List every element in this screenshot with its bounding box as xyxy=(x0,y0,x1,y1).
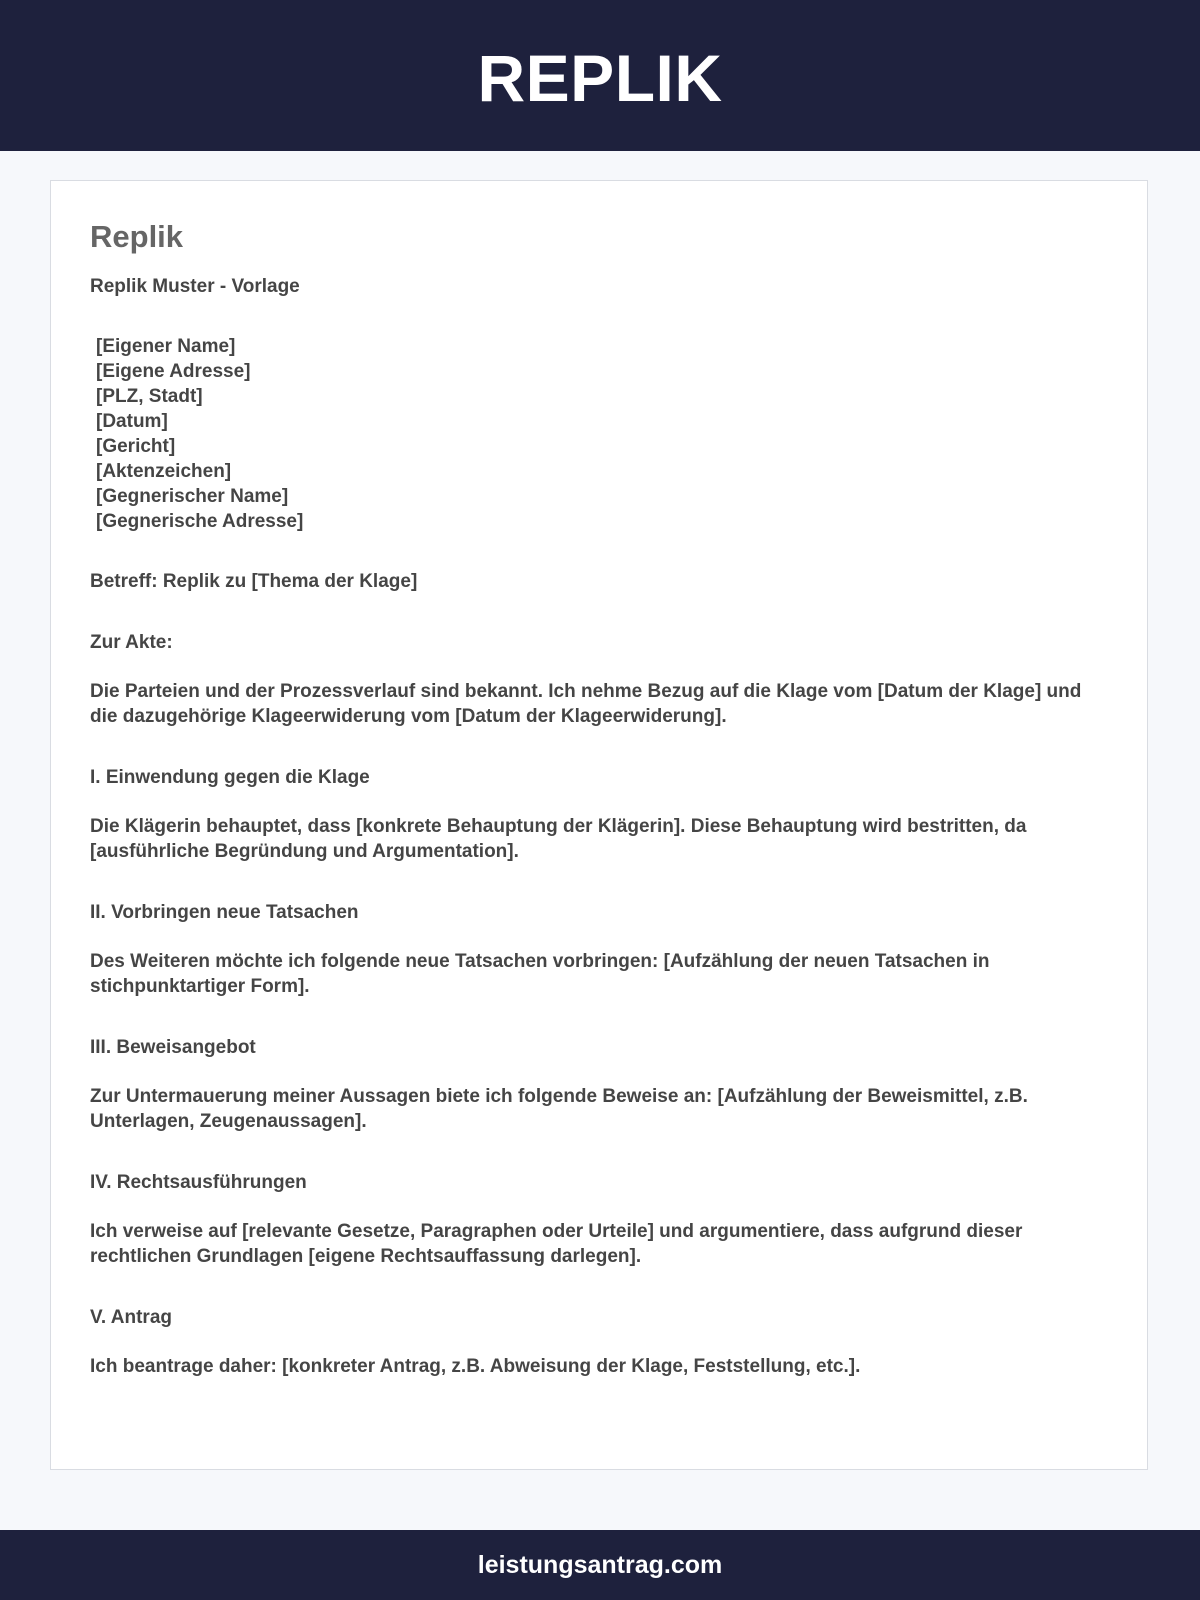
section-text-einwendung: Die Klägerin behauptet, dass [konkrete Behauptung der Klägerin]. Diese Behauptung wird bestritten, da [ausführliche Begründung und Argumentation]. xyxy=(90,816,1027,862)
address-opponent-name: [Gegnerischer Name] xyxy=(96,486,289,507)
address-file-number: [Aktenzeichen] xyxy=(96,461,232,482)
page-banner-title: REPLIK xyxy=(477,40,723,115)
address-own-address: [Eigene Adresse] xyxy=(96,361,251,382)
document-title: Replik xyxy=(90,219,184,254)
document-subtitle: Replik Muster - Vorlage xyxy=(90,276,300,297)
section-heading-rechtsausfuehrungen: IV. Rechtsausführungen xyxy=(90,1172,307,1193)
section-text-tatsachen: Des Weiteren möchte ich folgende neue Tatsachen vorbringen: [Aufzählung der neuen Tatsachen in stichpunktartiger Form]. xyxy=(90,951,990,997)
footer-site-link[interactable]: leistungsantrag.com xyxy=(477,1550,723,1579)
address-zip-city: [PLZ, Stadt] xyxy=(96,386,203,407)
section-heading-tatsachen: II. Vorbringen neue Tatsachen xyxy=(90,902,359,923)
intro-paragraph: Die Parteien und der Prozessverlauf sind bekannt. Ich nehme Bezug auf die Klage vom [Datum der Klage] und die dazugehörige Klageerwiderung vom [Datum der Klageerwiderung]. xyxy=(90,681,1082,727)
address-block xyxy=(90,334,1107,534)
document-card xyxy=(50,180,1148,1470)
section-heading-einwendung: I. Einwendung gegen die Klage xyxy=(90,767,370,788)
zur-akte-label: Zur Akte: xyxy=(90,632,173,653)
address-opponent-address: [Gegnerische Adresse] xyxy=(96,511,304,532)
subject-line: Betreff: Replik zu [Thema der Klage] xyxy=(90,571,418,592)
page-footer xyxy=(0,1530,1200,1600)
section-text-beweisangebot: Zur Untermauerung meiner Aussagen biete ich folgende Beweise an: [Aufzählung der Beweismittel, z.B. Unterlagen, Zeugenaussagen]. xyxy=(90,1086,1028,1132)
section-heading-antrag: V. Antrag xyxy=(90,1307,173,1328)
section-text-antrag: Ich beantrage daher: [konkreter Antrag, z.B. Abweisung der Klage, Feststellung, etc.]. xyxy=(90,1356,861,1377)
address-date: [Datum] xyxy=(96,411,168,432)
page-header xyxy=(0,0,1200,151)
section-text-rechtsausfuehrungen: Ich verweise auf [relevante Gesetze, Paragraphen oder Urteile] und argumentiere, dass aufgrund dieser rechtlichen Grundlagen [eigene Rechtsauffassung darlegen]. xyxy=(90,1221,1023,1267)
section-heading-beweisangebot: III. Beweisangebot xyxy=(90,1037,256,1058)
address-court: [Gericht] xyxy=(96,436,176,457)
address-own-name: [Eigener Name] xyxy=(96,336,236,357)
